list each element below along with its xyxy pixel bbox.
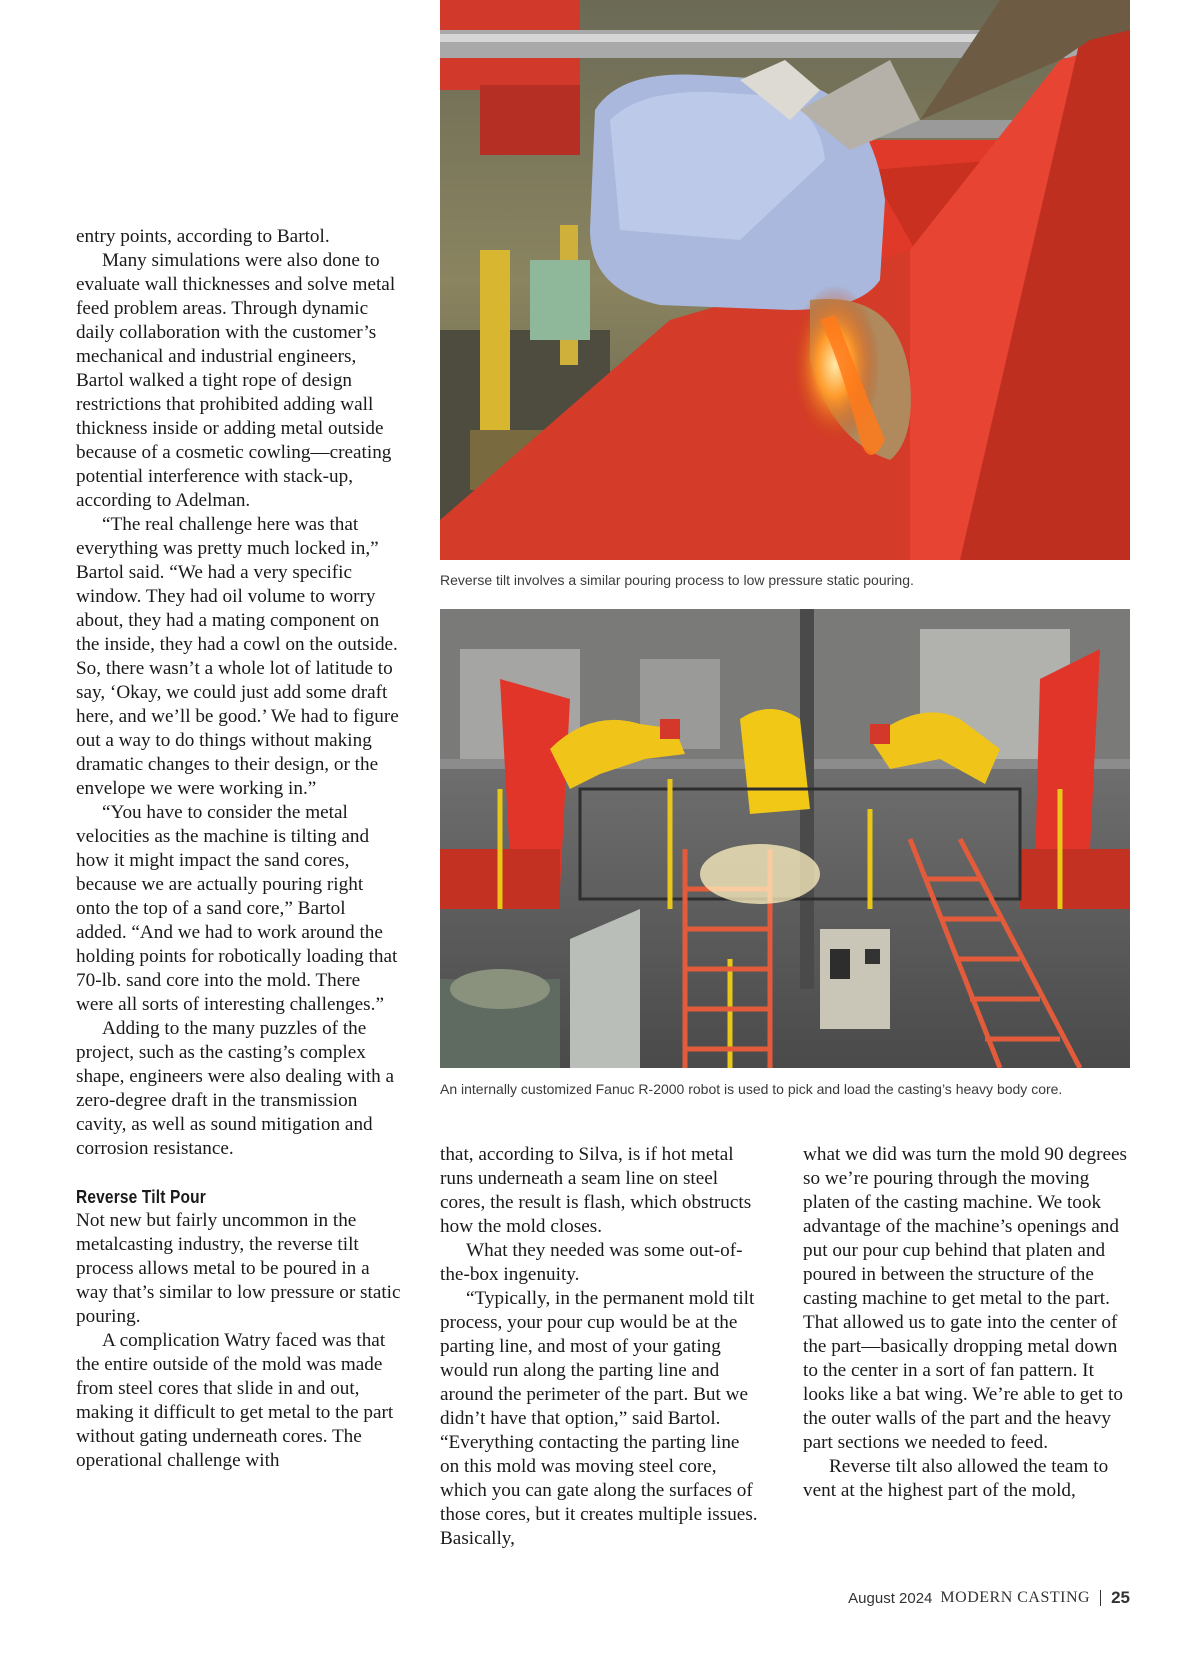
paragraph: “You have to consider the metal velocities as the machine is tilting and how it might impact the sand cores, because we are actually pouring right onto the top of a sand core,” Bartol added. “And we had to work around the holding points for robotically loading that 70-lb. sand core into the mold. There were all sorts of interesting challenges.” [76, 802, 398, 1015]
paragraph: Adding to the many puzzles of the project, such as the casting’s complex shape, engineers were also dealing with a zero-degree draft in the transmission cavity, as well as sound mitigation and corrosion resistance. [76, 1018, 395, 1159]
magazine-name: MODERN CASTING [940, 1589, 1091, 1606]
paragraph: that, according to Silva, is if hot metal runs underneath a seam line on steel cores, the result is flash, which obstructs how the mold closes. [440, 1144, 752, 1237]
page-number: 25 [1111, 1588, 1130, 1607]
issue-date: August 2024 [848, 1589, 933, 1607]
paragraph: Many simulations were also done to evaluate wall thicknesses and solve metal feed problem areas. Through dynamic daily collaboration with the customer’s mechanical and industrial engineers, Bartol walked a tight rope of design restrictions that prohibited adding wall thickness inside or adding metal outside because of a cosmetic cowling—creating potential interference with stack-up, according to Adelman. [76, 250, 396, 511]
photo2-caption: An internally customized Fanuc R-2000 robot is used to pick and load the casting’s heavy body core. [440, 1081, 1063, 1097]
paragraph: Reverse tilt also allowed the team to vent at the highest part of the mold, [803, 1456, 1109, 1501]
paragraph: Not new but fairly uncommon in the metalcasting industry, the reverse tilt process allows metal to be poured in a way that’s similar to low pressure or static pouring. [76, 1210, 401, 1327]
article-column-1 [76, 225, 401, 1473]
robot-cell-photo [440, 609, 1130, 1068]
page-footer [848, 1588, 1130, 1608]
article-column-3 [803, 1143, 1133, 1503]
pouring-photo [440, 0, 1130, 560]
divider [1100, 1590, 1101, 1606]
section-heading: Reverse Tilt Pour [76, 1187, 206, 1207]
paragraph: What they needed was some out-of-the-box ingenuity. [440, 1240, 743, 1285]
paragraph: “Typically, in the permanent mold tilt process, your pour cup would be at the parting line, and most of your gating would run along the parting line and around the perimeter of the part. But we didn’t have that option,” said Bartol. “Everything contacting the parting line on this mold was moving steel core, which you can gate along the surfaces of those cores, but it creates multiple issues. Basically, [440, 1288, 758, 1549]
paragraph: A complication Watry faced was that the entire outside of the mold was made from steel cores that slide in and out, making it difficult to get metal to the part without gating underneath cores. The operational challenge with [76, 1330, 394, 1471]
paragraph: entry points, according to Bartol. [76, 226, 330, 247]
paragraph: what we did was turn the mold 90 degrees so we’re pouring through the moving platen of the casting machine. We took advantage of the machine’s openings and put our pour cup behind that platen and poured in between the structure of the casting machine to get metal to the part. That allowed us to gate into the center of the part—basically dropping metal down to the center in a sort of fan pattern. It looks like a bat wing. We’re able to get to the outer walls of the part and the heavy part sections we needed to feed. [803, 1144, 1127, 1453]
paragraph: “The real challenge here was that everything was pretty much locked in,” Bartol said. “We had a very specific window. They had oil volume to worry about, they had a mating component on the inside, they had a cowl on the outside. So, there wasn’t a whole lot of latitude to say, ‘Okay, we could just add some draft here, and we’ll be good.’ We had to figure out a way to do things without making dramatic changes to their design, or the envelope we were working in.” [76, 514, 399, 799]
article-column-2 [440, 1143, 762, 1551]
photo1-caption: Reverse tilt involves a similar pouring process to low pressure static pouring. [440, 572, 914, 588]
